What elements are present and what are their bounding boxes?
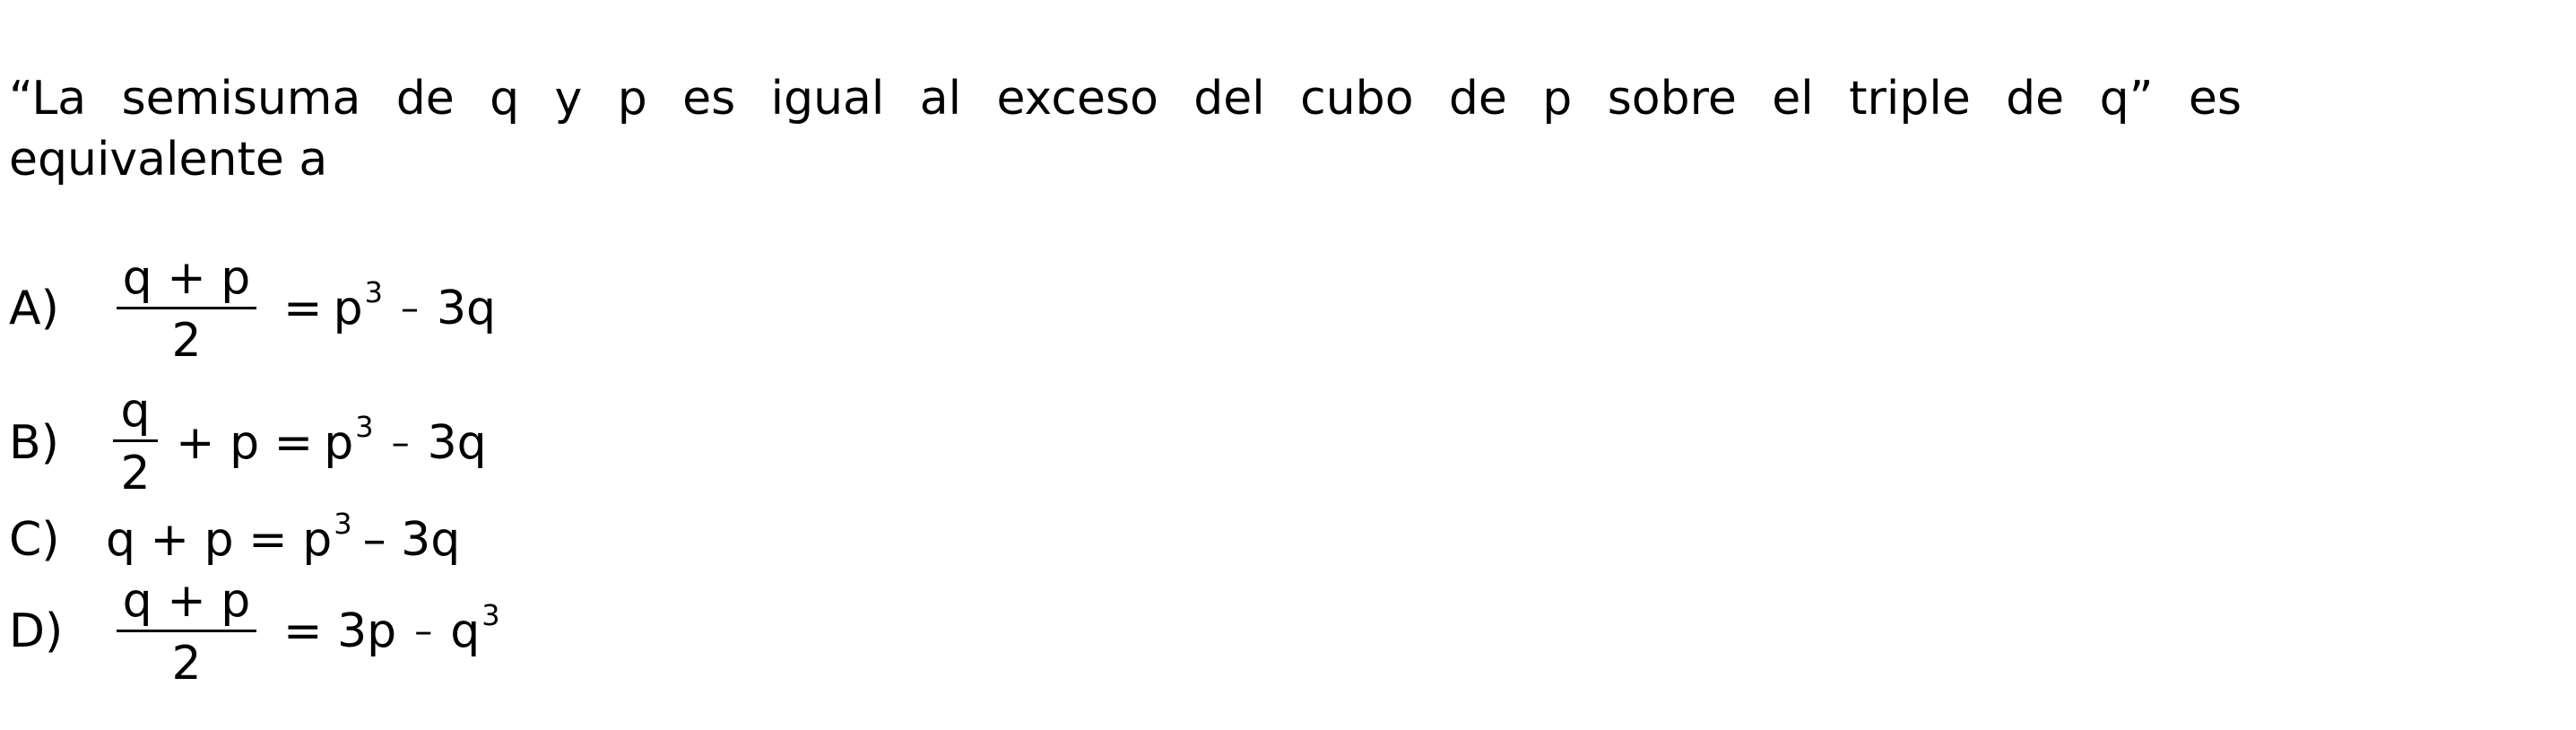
option-a-denominator: 2 <box>171 314 202 368</box>
option-b-label: B) <box>9 416 59 470</box>
option-a-fraction-bar <box>117 307 256 309</box>
option-b-numerator: q <box>120 384 151 438</box>
option-d-rhs <box>283 598 500 664</box>
question-stem-line-2: equivalente a <box>9 133 328 187</box>
option-c-equation <box>106 507 461 572</box>
option-d-minus: – <box>414 611 433 652</box>
option-d-numerator: q + p <box>122 574 251 628</box>
option-c-label: C) <box>9 513 60 567</box>
question-stem-line-1: “La semisuma de q y p es igual al exceso del cubo de p sobre el triple de q” es <box>9 72 2242 126</box>
option-a-exponent: 3 <box>364 275 383 309</box>
option-b-rhs <box>176 410 487 475</box>
option-d-denominator: 2 <box>171 637 202 691</box>
option-d-fraction <box>117 574 256 691</box>
option-b-denominator: 2 <box>120 447 151 500</box>
option-d-fraction-bar <box>117 630 256 632</box>
option-a-numerator: q + p <box>122 251 251 305</box>
option-b-rhs-base: p <box>324 416 354 470</box>
option-d-label: D) <box>9 604 64 658</box>
option-d-equals: = 3p <box>283 604 397 658</box>
option-a-fraction <box>117 251 256 368</box>
option-a-rhs <box>283 275 497 341</box>
option-b-rhs-term: 3q <box>427 416 487 470</box>
option-a-label: A) <box>9 282 59 335</box>
option-d-rhs-base: q <box>450 604 481 658</box>
option-b-minus: – <box>391 422 410 464</box>
option-d-exponent: 3 <box>481 598 500 632</box>
option-a-rhs-base: p <box>333 282 363 335</box>
option-c-exponent: 3 <box>334 507 352 541</box>
option-a-equals: = <box>283 282 323 335</box>
option-a-rhs-term: 3q <box>436 282 497 335</box>
option-b-exponent: 3 <box>355 410 374 444</box>
option-a-minus: – <box>400 288 419 329</box>
option-c-rhs-rest: – 3q <box>362 513 461 567</box>
option-b-mid: + p = <box>176 416 314 470</box>
option-b-fraction <box>113 384 158 500</box>
option-b-fraction-bar <box>113 439 158 442</box>
option-c-lhs: q + p = p <box>106 513 333 567</box>
question-stem <box>9 68 2242 190</box>
